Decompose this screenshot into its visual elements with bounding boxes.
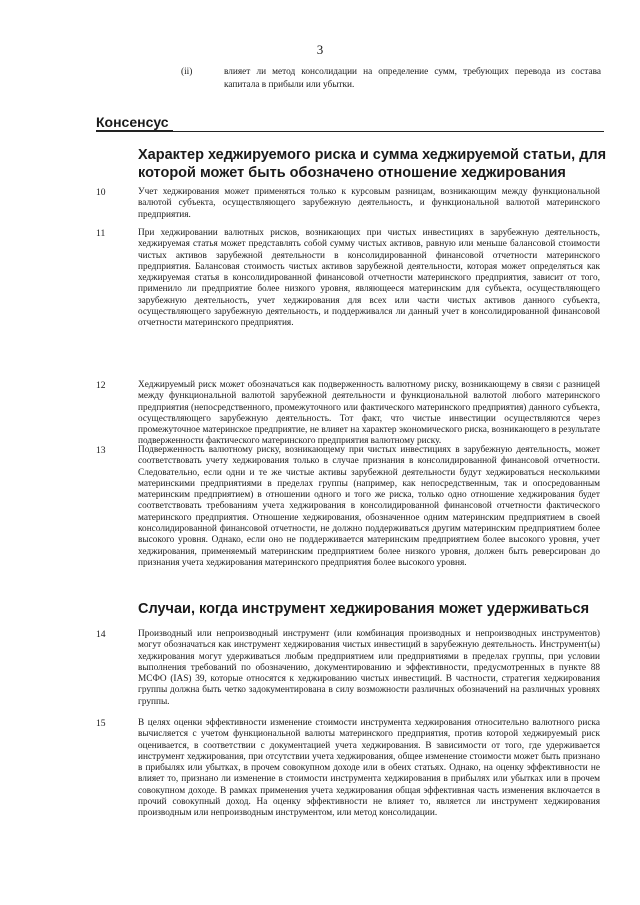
- paragraph-number: 10: [96, 187, 106, 198]
- paragraph-text: Подверженность валютному риску, возникающему при чистых инвестициях в зарубежную деятельность, может соответствовать учету хеджирования только в случае признания в консолидированной финансовой отчетности. Следовательно, если одни и те же чистые активы зарубежной деятельности будут хеджироваться несколькими материнскими предприятиями в пределах группы (например, как непосредственным, так и опосредованным материнским предприятием) в отношении одного и того же риска, только одно отношение хеджирования будет соответствовать требованиям учета хеджирования в консолидированной финансовой отчетности фактического материнского предприятия. Отношение хеджирования, обозначенное одним материнским предприятием в своей консолидированной финансовой отчетности, не должно поддерживаться другим материнским предприятием более высокого уровня. Однако, если оно не поддерживается материнским предприятием более высокого уровня, учет хеджирования, применяемый материнским предприятием более низкого уровня, должен быть реверсирован до признания учета хеджирования материнского предприятия более высокого уровня.: [138, 445, 600, 568]
- paragraph-number: 11: [96, 228, 106, 239]
- paragraph-number: 13: [96, 445, 106, 456]
- list-item-ii: [181, 66, 601, 92]
- section-heading: [96, 113, 604, 132]
- paragraph-number: 15: [96, 718, 106, 729]
- list-marker: (ii): [181, 67, 193, 77]
- page-number: 3: [316, 42, 324, 57]
- section-heading-text: Консенсус: [96, 114, 173, 132]
- list-item-text: влияет ли метод консолидации на определение сумм, требующих перевода из состава капитала в прибыли или убытки.: [224, 67, 601, 90]
- heading-hedging-instrument: Случаи, когда инструмент хеджирования может удерживаться: [138, 601, 590, 617]
- paragraph-text: В целях оценки эффективности изменение стоимости инструмента хеджирования относительно валютного риска вычисляется с учетом функциональной валюты материнского предприятия, против которой хеджируемый риск оценивается, в соответствии с документацией учета хеджирования. В зависимости от того, где удерживается инструмент хеджирования, при отсутствии учета хеджирования, общее изменение стоимости может быть признано в прибылях или убытках, в прочем совокупном доходе или в обеих статьях. Однако, на оценку эффективности не влияет то, признано ли изменение в стоимости инструмента хеджирования в прибылях или убытках или в прочем совокупном доходе. В рамках применения учета хеджирования общая эффективная часть изменения включается в прочий совокупный доход. На оценку эффективности не влияет то, является ли инструмент хеджирования производным или непроизводным инструментом, или метод консолидации.: [138, 718, 600, 819]
- paragraph-text: Хеджируемый риск может обозначаться как подверженность валютному риску, возникающему в связи с разницей между функциональной валютой зарубежной деятельности и функциональной валютой любого материнского предприятия (непосредственного, промежуточного или фактического материнского предприятия) данного субъекта, осуществляющего зарубежную деятельность. Тот факт, что чистые инвестиции осуществляются через промежуточное материнское предприятие, не влияет на характер экономического риска, возникающего в результате подверженности фактического материнского предприятия валютному риску.: [138, 380, 600, 447]
- paragraph-text: При хеджировании валютных рисков, возникающих при чистых инвестициях в зарубежную деятельность, хеджируемая статья может представлять собой сумму чистых активов, равную или меньше балансовой стоимости чистых активов зарубежной деятельности в консолидированной финансовой отчетности материнского предприятия. Балансовая стоимость чистых активов зарубежной деятельности, которая может определяться как хеджируемая статья в консолидированной финансовой отчетности материнского предприятия, зависит от того, применило ли предприятие более низкого уровня, являющееся материнским для субъекта, осуществляющего зарубежную деятельность, учет хеджирования для всех или части чистых активов данного субъекта, осуществляющего зарубежную деятельность, и поддерживался ли данный учет в консолидированной финансовой отчетности материнского предприятия.: [138, 228, 600, 329]
- paragraph-number: 12: [96, 380, 106, 391]
- paragraph-text: Учет хеджирования может применяться только к курсовым разницам, возникающим между функциональной валютой субъекта, осуществляющего зарубежную деятельность, и функциональной валютой материнского предприятия.: [138, 187, 600, 220]
- paragraph-text: Производный или непроизводный инструмент (или комбинация производных и непроизводных инструментов) могут обозначаться как инструмент хеджирования чистых инвестиций в зарубежную деятельность. Инструмент(ы) хеджирования могут удерживаться любым предприятием или предприятиями в пределах группы, при условии выполнения требований по обозначению, документированию и эффективности, предусмотренных в пункте 88 МСФО (IAS) 39, которые относятся к хеджированию чистых инвестиций. В частности, стратегия хеджирования группы должна быть четко задокументирована в силу возможности различных обозначений на различных уровнях группы.: [138, 629, 600, 707]
- heading-hedged-risk: Характер хеджируемого риска и сумма хеджируемой статьи, для которой может быть обозначено отношение хеджирования: [138, 147, 607, 181]
- paragraph-number: 14: [96, 629, 106, 640]
